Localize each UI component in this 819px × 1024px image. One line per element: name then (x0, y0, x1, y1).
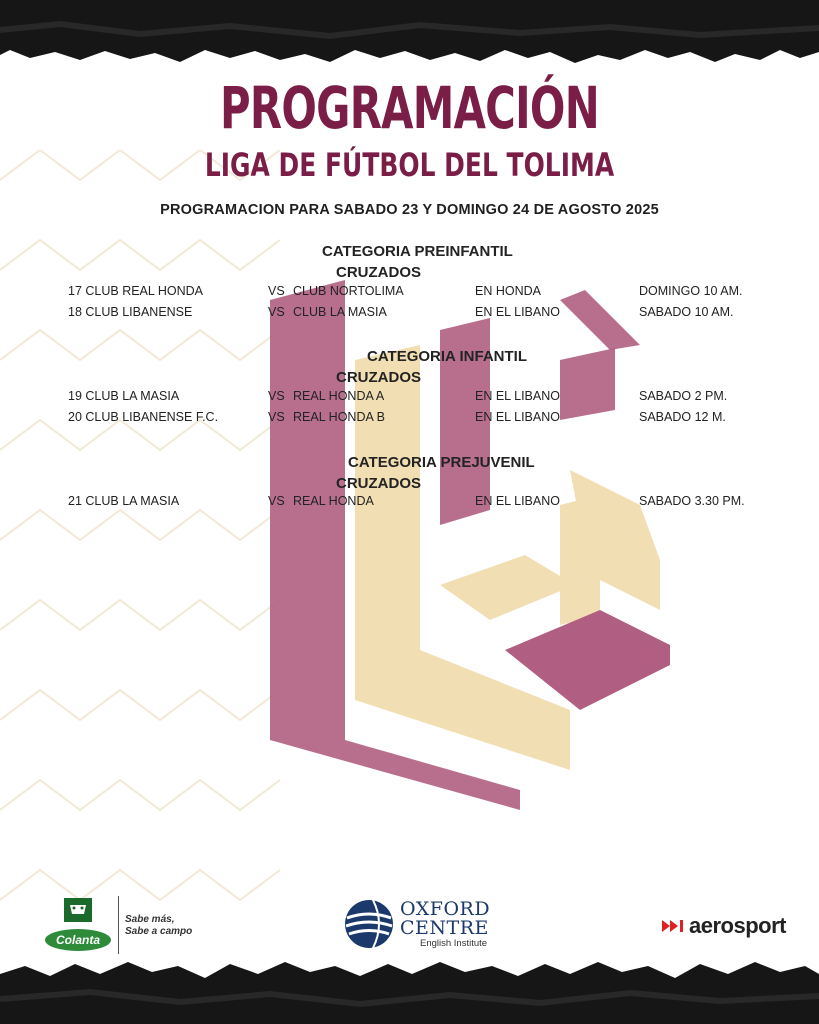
match-vs: VS (268, 494, 285, 508)
match-vs: VS (268, 305, 285, 319)
match-vs: VS (268, 284, 285, 298)
match-team: 19 CLUB LA MASIA (68, 389, 180, 403)
divider (118, 896, 119, 954)
league-name: LIGA DE FÚTBOL DEL TOLIMA (204, 146, 615, 184)
zigzag-pattern (0, 150, 300, 950)
category-phase: CRUZADOS (336, 264, 421, 281)
colanta-tagline (125, 914, 192, 938)
category-phase: CRUZADOS (336, 475, 421, 492)
colanta-tagline-2: Sabe a campo (125, 926, 193, 937)
oxford-line-2: CENTRE (400, 917, 489, 939)
aerosport-play-icon (662, 918, 686, 934)
match-team: 18 CLUB LIBANENSE (68, 305, 193, 319)
match-place: EN EL LIBANO (475, 410, 560, 424)
torn-paper-top (0, 0, 819, 80)
oxford-centre-logo-text (400, 900, 490, 949)
match-team: 17 CLUB REAL HONDA (68, 284, 203, 298)
category-title: CATEGORIA PREJUVENIL (348, 454, 535, 471)
oxford-line-3: English Institute (420, 938, 488, 949)
aerosport-brand: aerosport (689, 913, 786, 938)
schedule-date-line: PROGRAMACION PARA SABADO 23 Y DOMINGO 24 DE AGOSTO 2025 (160, 202, 659, 218)
match-time: SABADO 2 PM. (639, 389, 728, 403)
match-vs: VS (268, 410, 285, 424)
match-opponent: REAL HONDA B (293, 410, 385, 424)
match-opponent: REAL HONDA A (293, 389, 385, 403)
oxford-line-1: OXFORD (400, 898, 491, 920)
match-team: 21 CLUB LA MASIA (68, 494, 180, 508)
match-time: SABADO 3.30 PM. (639, 494, 745, 508)
match-place: EN EL LIBANO (475, 389, 560, 403)
page-title: PROGRAMACIÓN (220, 74, 599, 142)
match-place: EN EL LIBANO (475, 305, 560, 319)
match-opponent: CLUB LA MASIA (293, 305, 387, 319)
torn-paper-bottom (0, 954, 819, 1024)
match-team: 20 CLUB LIBANENSE F.C. (68, 410, 219, 424)
match-opponent: REAL HONDA (293, 494, 374, 508)
match-vs: VS (268, 389, 285, 403)
oxford-globe-icon (343, 898, 395, 950)
match-time: SABADO 10 AM. (639, 305, 734, 319)
match-place: EN EL LIBANO (475, 494, 560, 508)
category-title: CATEGORIA INFANTIL (367, 348, 527, 365)
colanta-tagline-1: Sabe más, (125, 914, 175, 925)
match-opponent: CLUB NORTOLIMA (293, 284, 404, 298)
category-title: CATEGORIA PREINFANTIL (322, 243, 513, 260)
colanta-brand: Colanta (55, 933, 101, 947)
colanta-logo-icon (44, 898, 116, 954)
category-phase: CRUZADOS (336, 369, 421, 386)
match-time: SABADO 12 M. (639, 410, 726, 424)
match-time: DOMINGO 10 AM. (639, 284, 743, 298)
match-place: EN HONDA (475, 284, 541, 298)
